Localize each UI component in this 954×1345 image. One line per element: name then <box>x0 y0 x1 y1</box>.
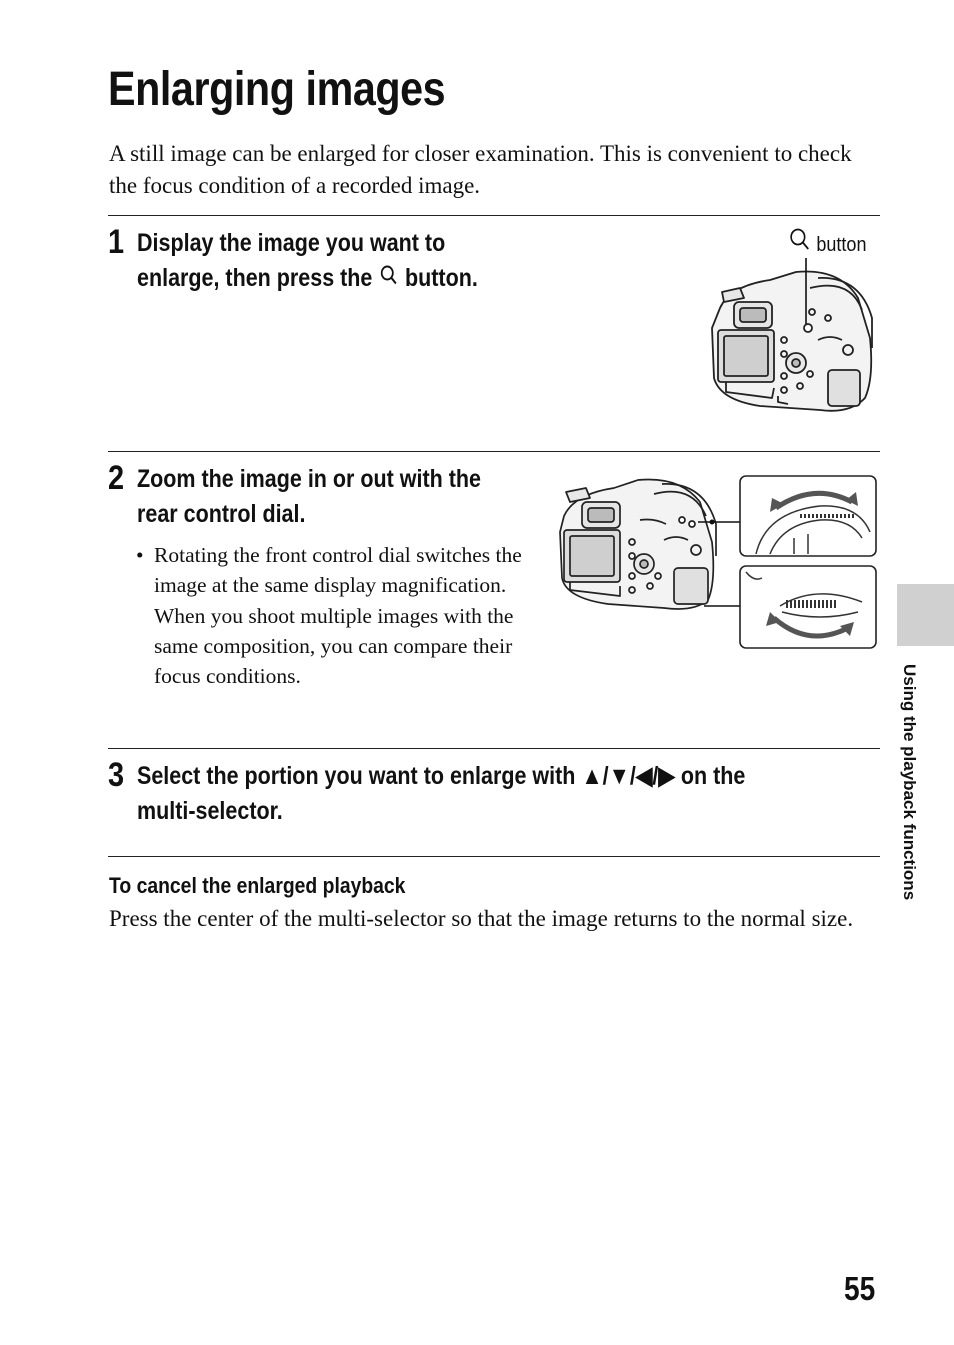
divider <box>108 215 880 216</box>
cancel-body: Press the center of the multi-selector so that the image returns to the normal size. <box>109 906 854 931</box>
step-1-heading-text: enlarge, then press the <box>137 264 373 292</box>
divider <box>108 451 880 452</box>
step-2-heading-line2: rear control dial. <box>137 500 306 528</box>
section-tab <box>897 584 954 646</box>
page-title: Enlarging images <box>108 63 446 116</box>
magnify-icon <box>380 262 397 297</box>
step-1-heading-end: button. <box>404 264 478 292</box>
step-2-heading-line1: Zoom the image in or out with the <box>137 465 481 493</box>
step-1-heading-line2 <box>137 261 478 297</box>
step-3-number: 3 <box>108 756 125 794</box>
section-label-text: Using the playback functions <box>900 664 919 901</box>
rear-dial-illustration <box>558 472 878 652</box>
step-2-bullet: • Rotating the front control dial switches the image at the same display magnification. When you shoot multiple images with the same composition, you can compare their focus conditions. <box>136 540 536 691</box>
magnify-icon <box>790 228 810 259</box>
camera-back-illustration <box>700 258 880 418</box>
page-number: 55 <box>844 1270 876 1307</box>
divider <box>108 748 880 749</box>
divider <box>108 856 880 857</box>
step-1-heading-line1: Display the image you want to <box>137 229 446 257</box>
step-1-number: 1 <box>108 223 125 261</box>
intro-paragraph: A still image can be enlarged for closer examination. This is convenient to check the focus condition of a recorded image. <box>109 141 852 198</box>
bullet-text: Rotating the front control dial switches the image at the same display magnification. When you shoot multiple images with the same composition, you can compare their focus conditions. <box>154 543 522 689</box>
step-2-number: 2 <box>108 459 125 497</box>
step-3-heading-line2: multi-selector. <box>137 797 283 825</box>
zoom-button-callout <box>788 228 866 259</box>
section-label <box>898 664 922 954</box>
cancel-heading: To cancel the enlarged playback <box>109 873 406 898</box>
callout-label: button <box>816 234 867 256</box>
step-3-heading-line1: Select the portion you want to enlarge with ▲/▼/◀/▶ on the <box>137 762 746 790</box>
